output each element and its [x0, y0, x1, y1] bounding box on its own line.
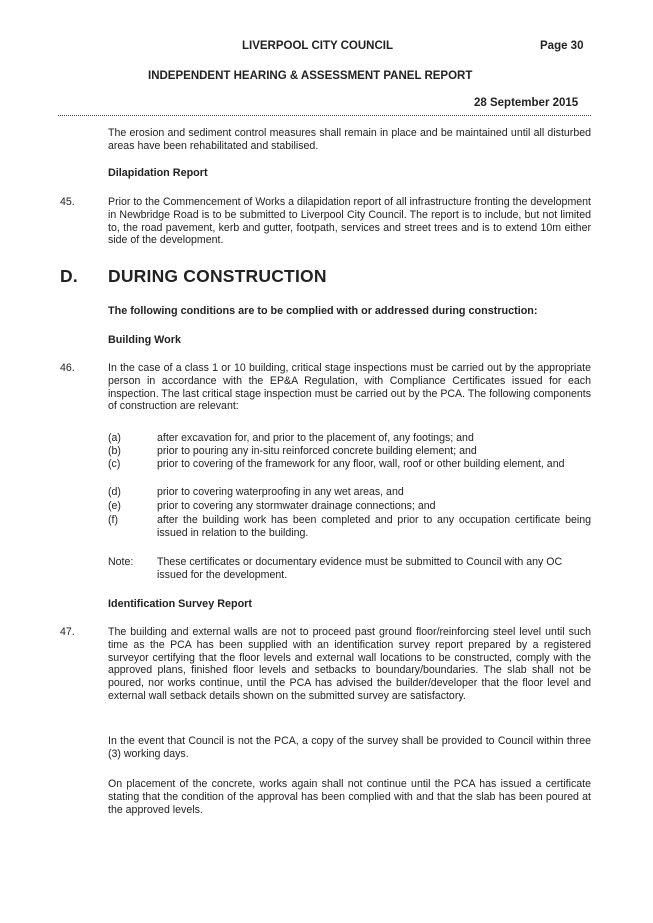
list-item: prior to covering waterproofing in any wet areas, and — [157, 486, 404, 498]
list-marker: (e) — [108, 500, 121, 512]
list-item: prior to pouring any in-situ reinforced concrete building element; and — [157, 445, 477, 457]
note-label: Note: — [108, 556, 134, 568]
identification-para-2: In the event that Council is not the PCA, a copy of the survey shall be provided to Council within three (3) working days. — [108, 735, 591, 760]
list-item: prior to covering any stormwater drainage connections; and — [157, 500, 436, 512]
dilapidation-text: Prior to the Commencement of Works a dilapidation report of all infrastructure fronting the development in Newbridge Road is to be submitted to Liverpool City Council. The report is to include, but not limited to, the road pavement, kerb and gutter, footpath, services and street trees and is to extend 10m either side of the development. — [108, 196, 591, 247]
condition-number-46: 46. — [60, 362, 75, 374]
identification-para-3: On placement of the concrete, works again shall not continue until the PCA has issued a certificate stating that the condition of the approval has been complied with and that the slab has been poured at the approved levels. — [108, 778, 591, 816]
section-intro: The following conditions are to be complied with or addressed during construction: — [108, 305, 538, 317]
identification-para-1: The building and external walls are not to proceed past ground floor/reinforcing steel level until such time as the PCA has been supplied with an identification survey report prepared by a registered surveyor certifying that the floor levels and external wall locations to be constructed, comply with the approved plans, finished floor levels and setbacks to boundary/boundaries. The slab shall not be poured, nor works continue, until the PCA has advised the builder/developer that the floor level and external wall setback details shown on the submitted survey are satisfactory. — [108, 626, 591, 702]
list-item: prior to covering of the framework for any floor, wall, roof or other building element, and — [157, 458, 565, 470]
building-work-text: In the case of a class 1 or 10 building, critical stage inspections must be carried out by the appropriate person in accordance with the EP&A Regulation, with Compliance Certificates issued for each inspection. The last critical stage inspection must be carried out by the PCA. The following components of construction are relevant: — [108, 362, 591, 413]
page-number: Page 30 — [540, 40, 584, 52]
building-work-heading: Building Work — [108, 334, 181, 346]
report-title: INDEPENDENT HEARING & ASSESSMENT PANEL REPORT — [148, 70, 473, 82]
list-marker: (a) — [108, 432, 121, 444]
identification-heading: Identification Survey Report — [108, 598, 252, 610]
report-date: 28 September 2015 — [474, 97, 579, 109]
section-title: DURING CONSTRUCTION — [108, 266, 327, 286]
intro-paragraph: The erosion and sediment control measures shall remain in place and be maintained until all disturbed areas have been rehabilitated and stabilised. — [108, 127, 591, 152]
list-marker: (d) — [108, 486, 121, 498]
condition-number-47: 47. — [60, 626, 75, 638]
list-item: after the building work has been completed and prior to any occupation certificate being issued in relation to the building. — [157, 514, 591, 539]
council-name: LIVERPOOL CITY COUNCIL — [242, 40, 394, 52]
list-marker: (b) — [108, 445, 121, 457]
list-item: after excavation for, and prior to the placement of, any footings; and — [157, 432, 474, 444]
list-marker: (c) — [108, 458, 121, 470]
note-text: These certificates or documentary evidence must be submitted to Council with any OC issued for the development. — [157, 556, 563, 581]
dilapidation-heading: Dilapidation Report — [108, 167, 208, 179]
header-divider — [58, 115, 591, 116]
section-letter: D. — [60, 266, 78, 286]
condition-number-45: 45. — [60, 196, 75, 208]
list-marker: (f) — [108, 514, 118, 526]
